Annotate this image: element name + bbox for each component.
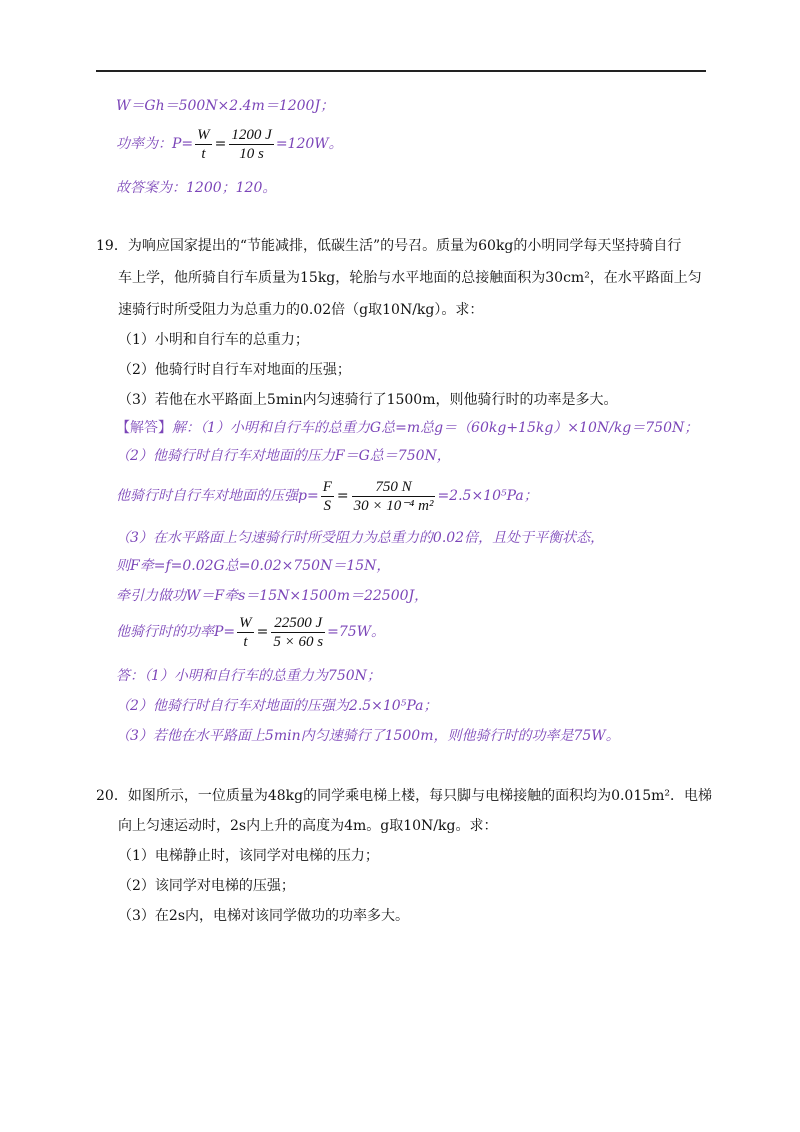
q19-pressure-line: 他骑行时自行车对地面的压强p= $\frac{F}{S}$ = $\frac{750 N}{\text{30 × 10⁻⁴ m²}}$ =2.5×10⁵Pa； [116, 478, 538, 514]
fraction-numerator: W [239, 614, 252, 631]
power-fraction-values [229, 126, 273, 163]
fraction-denominator: 5 × 60 s [273, 633, 324, 650]
solution-text: 解：（1）小明和自行车的总重力G总=m总g＝（60kg+15kg）×10N/kg＝750N； [172, 420, 699, 436]
fraction-denominator: 30 × 10⁻⁴ m² [353, 497, 434, 514]
q19-line1: 19．为响应国家提出的“节能减排，低碳生活”的号召。质量为60kg的小明同学每天坚持骑自行 [96, 238, 682, 254]
power-suffix: =75W。 [327, 624, 386, 640]
fraction-numerator: W [197, 126, 210, 143]
pressure-suffix: =2.5×10⁵Pa； [437, 488, 538, 504]
fraction-denominator: t [243, 633, 248, 650]
q19-sub3: （3）若他在水平路面上5min内匀速骑行了1500m，则他骑行时的功率是多大。 [118, 392, 618, 408]
fraction-denominator: S [323, 497, 332, 514]
prev-power-suffix: =120W。 [275, 136, 343, 152]
solution-tag: 【解答】 [116, 420, 172, 436]
power-fraction-values [271, 614, 325, 651]
fraction-numerator: 22500 J [271, 614, 325, 633]
q19-line2: 车上学，他所骑自行车质量为15kg，轮胎与水平地面的总接触面积为30cm²，在水平路面上匀 [118, 270, 702, 286]
q19-answer-line1: 答：（1）小明和自行车的总重力为750N； [116, 668, 381, 684]
q20-sub3: （3）在2s内，电梯对该同学做功的功率多大。 [118, 908, 409, 924]
q20-line2: 向上匀速运动时，2s内上升的高度为4m。g取10N/kg。求： [118, 818, 498, 834]
q19-sub1: （1）小明和自行车的总重力； [118, 332, 309, 348]
prev-power-prefix: 功率为：P= [116, 136, 194, 152]
q20-line1: 20．如图所示，一位质量为48kg的同学乘电梯上楼，每只脚与电梯接触的面积均为0.015m²．电梯 [96, 788, 713, 804]
q20-sub2: （2）该同学对电梯的压强； [118, 878, 295, 894]
q19-solution-line5: 则F牵=f=0.02G总=0.02×750N＝15N， [116, 558, 391, 574]
q19-solution-line6: 牵引力做功W＝F牵s＝15N×1500m＝22500J， [116, 588, 429, 604]
fraction-numerator: 1200 J [231, 126, 272, 143]
pressure-fraction-symbolic [321, 478, 334, 515]
q19-solution-line4: （3）在水平路面上匀速骑行时所受阻力为总重力的0.02倍，且处于平衡状态， [116, 530, 605, 546]
q20-sub1: （1）电梯静止时，该同学对电梯的压力； [118, 848, 379, 864]
q19-line3: 速骑行时所受阻力为总重力的0.02倍（g取10N/kg）。求： [118, 302, 484, 318]
q19-power-line: 他骑行时的功率P= $\frac{W}{t}$ = $\frac{22500 J}{5 \times 60 s}$ =75W。 [116, 614, 386, 650]
q19-solution-line2: （2）他骑行时自行车对地面的压力F＝G总＝750N， [116, 448, 451, 464]
q19-solution-line1 [116, 418, 698, 438]
pressure-fraction-values [352, 478, 436, 515]
q19-sub2: （2）他骑行时自行车对地面的压强； [118, 362, 351, 378]
power-fraction-symbolic [195, 126, 212, 163]
pressure-prefix: 他骑行时自行车对地面的压强p= [116, 488, 319, 504]
q19-answer-line3: （3）若他在水平路面上5min内匀速骑行了1500m，则他骑行时的功率是75W。 [116, 728, 620, 744]
prev-answer: 故答案为：1200；120。 [116, 180, 277, 196]
fraction-numerator: 750 N [352, 478, 436, 497]
fraction-denominator: 10 s [239, 145, 264, 162]
prev-power-line: 功率为：P= $\frac{W}{t}$ = $\frac{1200 J}{10 s}$ =120W。 [116, 126, 343, 162]
fraction-numerator: F [322, 478, 332, 495]
prev-work-line: W＝Gh＝500N×2.4m＝1200J； [116, 98, 335, 114]
q19-answer-line2: （2）他骑行时自行车对地面的压强为2.5×10⁵Pa； [116, 698, 438, 714]
power-prefix: 他骑行时的功率P= [116, 624, 236, 640]
header-rule [96, 70, 706, 72]
fraction-denominator: t [201, 145, 206, 162]
power-fraction-symbolic [237, 614, 254, 651]
